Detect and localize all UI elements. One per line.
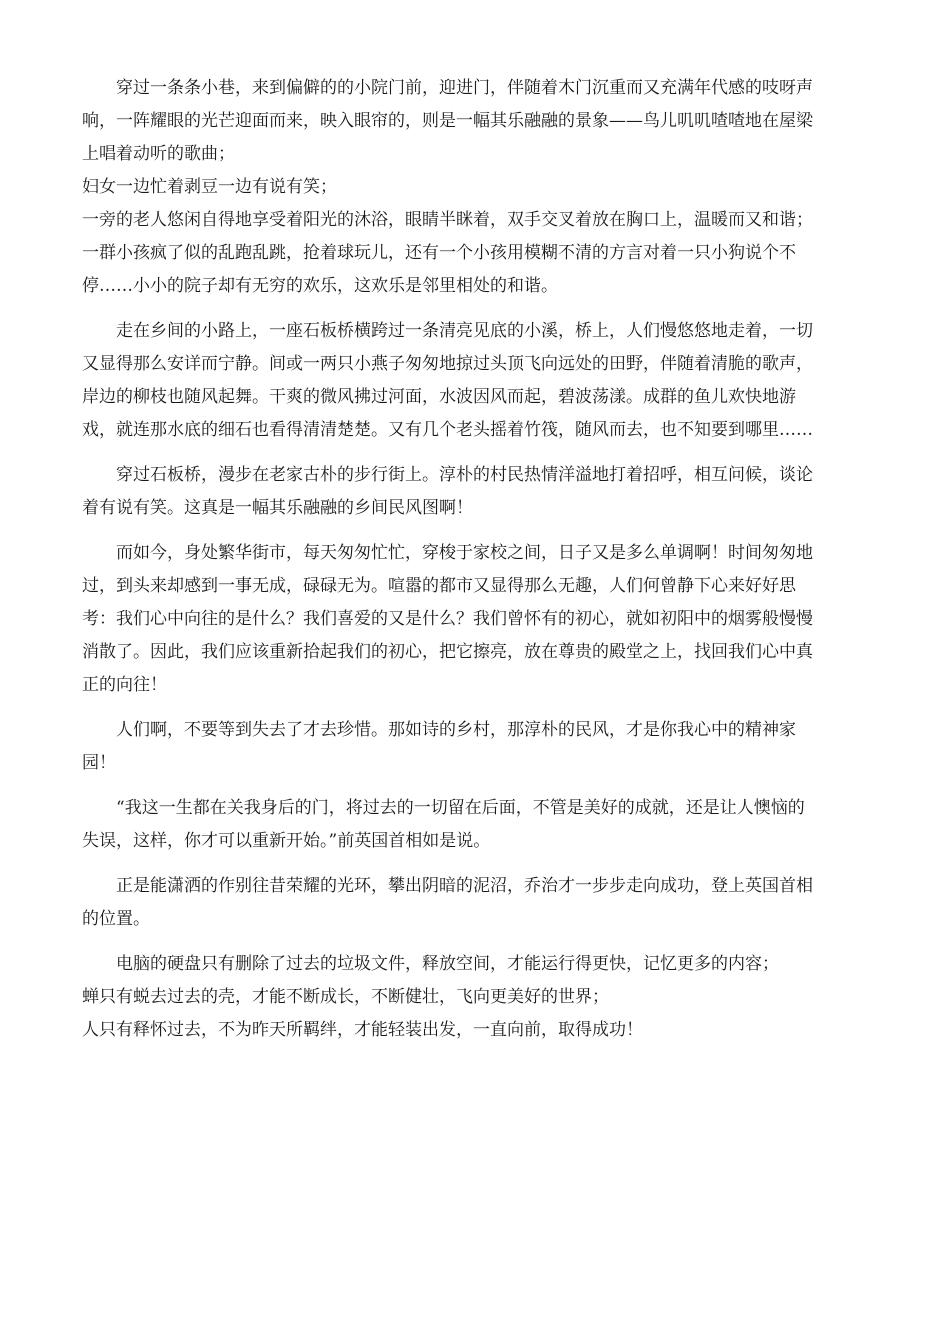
text-line: 岸边的柳枝也随风起舞。干爽的微风拂过河面，水波因风而起，碧波荡漾。成群的鱼儿欢快地游 (82, 387, 796, 407)
document-page (82, 72, 866, 1059)
paragraph-stone-bridge (82, 459, 866, 525)
text-line: 着有说有笑。这真是一幅其乐融融的乡间民风图啊！ (82, 498, 473, 518)
text-line: 走在乡间的小路上，一座石板桥横跨过一条清亮见底的小溪，桥上，人们慢悠悠地走着，一切 (116, 321, 813, 341)
text-line: 穿过石板桥，漫步在老家古朴的步行街上。淳朴的村民热情洋溢地打着招呼，相互问候，谈论 (116, 465, 813, 485)
text-line: 妇女一边忙着剥豆一边有说有笑； (82, 177, 337, 197)
text-line: 而如今，身处繁华街市，每天匆匆忙忙，穿梭于家校之间，日子又是多么单调啊！时间匆匆地 (116, 543, 813, 563)
text-line: 人们啊，不要等到失去了才去珍惜。那如诗的乡村，那淳朴的民风，才是你我心中的精神家 (116, 720, 796, 740)
text-line: 失误，这样，你才可以重新开始。”前英国首相如是说。 (82, 831, 491, 851)
text-line: 又显得那么安详而宁静。间或一两只小燕子匆匆地掠过头顶飞向远处的田野，伴随着清脆的歌声， (82, 354, 813, 374)
paragraph-courtyard (82, 72, 866, 303)
text-line: 消散了。因此，我们应该重新拾起我们的初心，把它擦亮，放在尊贵的殿堂之上，找回我们心中真 (82, 642, 813, 662)
text-line: 过，到头来却感到一事无成，碌碌无为。喧嚣的都市又显得那么无趣，人们何曾静下心来好好思 (82, 576, 796, 596)
text-line: 响，一阵耀眼的光芒迎面而来，映入眼帘的，则是一幅其乐融融的景象——鸟儿叽叽喳喳地在屋梁 (82, 111, 813, 131)
text-line: 停……小小的院子却有无穷的欢乐，这欢乐是邻里相处的和谐。 (82, 276, 558, 296)
text-line: 园！ (82, 753, 116, 773)
paragraph-city-life (82, 537, 866, 702)
text-line: 蝉只有蜕去过去的壳，才能不断成长，不断健壮，飞向更美好的世界； (82, 987, 609, 1007)
paragraph-george (82, 870, 866, 936)
text-line: “我这一生都在关我身后的门，将过去的一切留在后面，不管是美好的成就，还是让人懊恼的 (116, 798, 805, 818)
paragraph-let-go (82, 948, 866, 1047)
paragraph-country-road (82, 315, 866, 447)
text-line: 一群小孩疯了似的乱跑乱跳，抢着球玩儿，还有一个小孩用模糊不清的方言对着一只小狗说个不 (82, 243, 796, 263)
text-line: 人只有释怀过去，不为昨天所羁绊，才能轻装出发，一直向前，取得成功！ (82, 1020, 643, 1040)
text-line: 电脑的硬盘只有删除了过去的垃圾文件，释放空间，才能运行得更快，记忆更多的内容； (116, 954, 779, 974)
text-line: 戏，就连那水底的细石也看得清清楚楚。又有几个老头摇着竹筏，随风而去，也不知要到哪里…… (82, 420, 813, 440)
text-line: 上唱着动听的歌曲； (82, 144, 235, 164)
text-line: 穿过一条条小巷，来到偏僻的的小院门前，迎进门，伴随着木门沉重而又充满年代感的吱呀声 (116, 78, 813, 98)
text-line: 正的向往！ (82, 675, 167, 695)
text-line: 一旁的老人悠闲自得地享受着阳光的沐浴，眼睛半眯着，双手交叉着放在胸口上，温暖而又和谐； (82, 210, 813, 230)
text-line: 的位置。 (82, 909, 150, 929)
paragraph-quote (82, 792, 866, 858)
paragraph-cherish (82, 714, 866, 780)
text-line: 正是能潇洒的作别往昔荣耀的光环，攀出阴暗的泥沼，乔治才一步步走向成功，登上英国首相 (116, 876, 813, 896)
text-line: 考：我们心中向往的是什么？我们喜爱的又是什么？我们曾怀有的初心，就如初阳中的烟雾般慢慢 (82, 609, 813, 629)
